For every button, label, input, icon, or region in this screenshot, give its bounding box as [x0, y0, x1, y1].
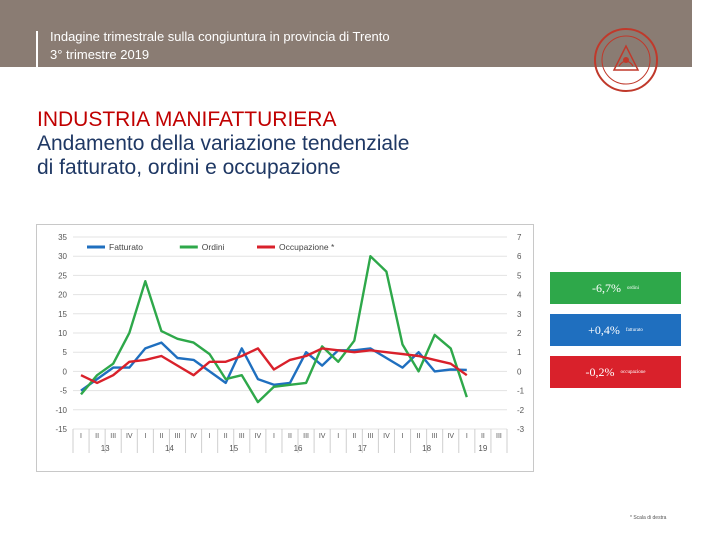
quarter-tick-label: III	[238, 433, 245, 440]
page-subtitle-1: Andamento della variazione tendenziale	[37, 132, 410, 155]
note-occupazione-value: -0,2%	[585, 364, 615, 379]
left-tick-label: -10	[55, 405, 67, 415]
note-ordini-label: ordini	[627, 285, 639, 291]
note-fatturato-label: fatturato	[625, 327, 643, 333]
right-tick-label: -3	[517, 425, 525, 434]
quarter-tick-label: IV	[190, 433, 197, 440]
year-tick-label: 14	[164, 444, 174, 453]
legend-entry: Occupazione *	[279, 242, 335, 252]
quarter-tick-label: III	[110, 433, 117, 440]
quarter-tick-label: I	[208, 433, 211, 440]
quarter-tick-label: II	[480, 433, 485, 440]
year-tick-label: 15	[229, 444, 239, 453]
quarter-tick-label: III	[367, 433, 374, 440]
line-chart	[37, 225, 533, 471]
quarter-tick-label: II	[95, 433, 100, 440]
quarter-tick-label: II	[352, 433, 357, 440]
quarter-tick-label: I	[465, 433, 468, 440]
quarter-tick-label: IV	[318, 433, 326, 440]
quarter-tick-label: III	[496, 433, 502, 440]
page-title: INDUSTRIA MANIFATTURIERA	[37, 108, 337, 131]
note-occupazione-label: occupazione	[620, 369, 646, 375]
right-tick-label: 3	[517, 309, 522, 319]
year-tick-label: 19	[478, 444, 488, 453]
header-line-1: Indagine trimestrale sulla congiuntura in provincia di Trento	[50, 29, 390, 44]
right-tick-label: 1	[517, 348, 522, 358]
right-tick-label: -1	[517, 386, 525, 396]
note-occupazione	[550, 356, 681, 388]
left-tick-label: 35	[58, 233, 67, 242]
quarter-tick-label: II	[223, 433, 228, 440]
quarter-tick-label: IV	[125, 433, 133, 440]
left-tick-label: 5	[62, 348, 67, 358]
footnote: * Scala di destra	[630, 515, 667, 521]
header-divider	[36, 31, 38, 67]
left-tick-label: 15	[58, 309, 67, 319]
note-ordini-value: -6,7%	[592, 280, 622, 295]
chart-frame	[36, 224, 534, 472]
note-fatturato	[550, 314, 681, 346]
note-fatturato-value: +0,4%	[588, 322, 620, 337]
left-tick-label: 20	[58, 290, 67, 300]
quarter-tick-label: I	[144, 433, 147, 440]
left-tick-label: 25	[58, 271, 67, 281]
quarter-tick-label: IV	[447, 433, 455, 440]
quarter-tick-label: IV	[383, 433, 390, 440]
quarter-tick-label: III	[174, 433, 181, 440]
quarter-tick-label: I	[401, 433, 404, 440]
right-tick-label: 4	[517, 290, 522, 300]
left-tick-label: -5	[59, 386, 67, 396]
right-tick-label: 6	[517, 252, 522, 262]
series-ordini-line	[81, 256, 467, 402]
year-tick-label: 18	[422, 444, 432, 453]
right-tick-label: 2	[517, 329, 522, 338]
header-line-2: 3° trimestre 2019	[50, 47, 150, 62]
quarter-tick-label: I	[80, 433, 83, 440]
quarter-tick-label: I	[272, 433, 275, 440]
quarter-tick-label: IV	[254, 433, 262, 440]
page-subtitle-2: di fatturato, ordini e occupazione	[37, 156, 341, 179]
right-tick-label: 7	[517, 233, 522, 242]
left-tick-label: -15	[55, 425, 67, 434]
left-tick-label: 10	[58, 329, 67, 338]
legend-entry: Fatturato	[109, 242, 144, 252]
note-ordini	[550, 272, 681, 304]
right-tick-label: 0	[517, 367, 522, 377]
right-tick-label: -2	[517, 405, 525, 415]
year-tick-label: 16	[293, 444, 303, 453]
left-tick-label: 0	[62, 367, 67, 377]
quarter-tick-label: III	[303, 433, 309, 440]
year-tick-label: 17	[357, 444, 367, 453]
left-tick-label: 30	[58, 252, 67, 262]
year-tick-label: 13	[100, 444, 110, 453]
legend-entry: Ordini	[201, 242, 225, 252]
quarter-tick-label: I	[337, 433, 340, 440]
quarter-tick-label: II	[288, 433, 292, 440]
quarter-tick-label: III	[431, 433, 438, 440]
title-block	[37, 108, 597, 180]
quarter-tick-label: II	[159, 433, 164, 440]
quarter-tick-label: II	[416, 433, 421, 440]
series-fatturato-line	[81, 343, 467, 391]
right-tick-label: 5	[517, 271, 522, 281]
chamber-seal-icon	[592, 26, 660, 94]
